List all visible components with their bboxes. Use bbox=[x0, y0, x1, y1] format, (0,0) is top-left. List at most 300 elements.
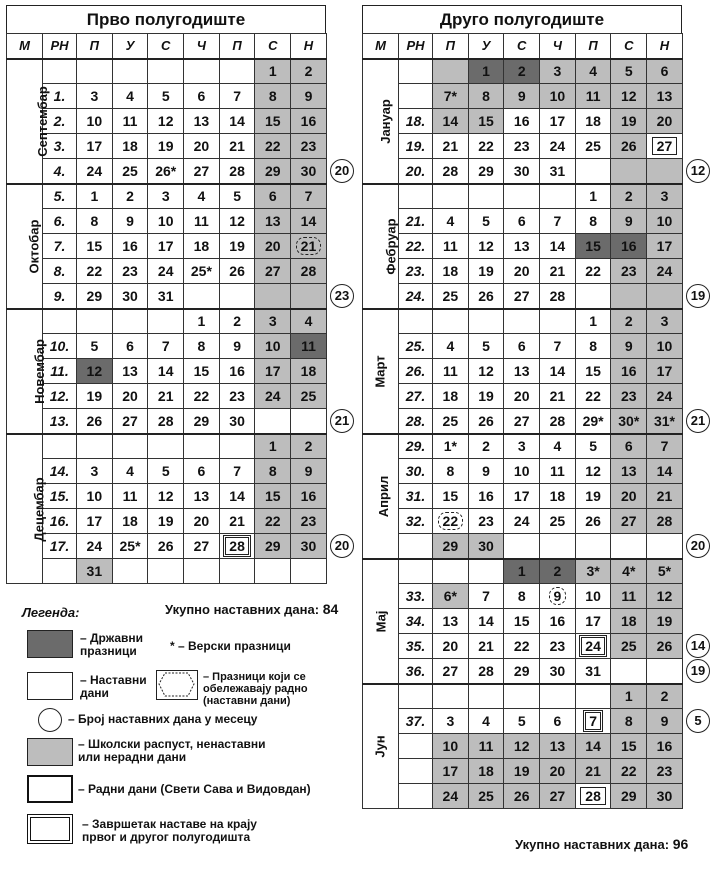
week-row bbox=[363, 709, 683, 734]
day-cell bbox=[433, 734, 469, 759]
day-cell bbox=[611, 534, 647, 559]
day-value: 9 bbox=[304, 463, 313, 479]
day-value: 26 bbox=[478, 412, 494, 429]
second-semester-total: Укупно наставних дана: 96 bbox=[515, 836, 689, 852]
day-value: 3 bbox=[268, 313, 277, 330]
day-value: 5 bbox=[482, 213, 490, 229]
day-cell bbox=[540, 334, 576, 359]
day-cell bbox=[184, 134, 220, 159]
column-header: С bbox=[148, 34, 184, 59]
week-row bbox=[363, 459, 683, 484]
month-name: Мај bbox=[373, 610, 388, 633]
day-value: 18 bbox=[549, 488, 566, 504]
month-name: Новембар bbox=[31, 339, 47, 404]
day-value: 23 bbox=[620, 263, 637, 279]
day-value: 17 bbox=[86, 138, 103, 154]
day-value: 19 bbox=[478, 263, 494, 279]
day-cell bbox=[575, 184, 611, 209]
day-value: 11 bbox=[585, 88, 601, 104]
day-cell bbox=[575, 684, 611, 709]
day-value: 11 bbox=[122, 113, 138, 129]
day-cell bbox=[575, 234, 611, 259]
day-value: 28 bbox=[549, 412, 566, 429]
day-value: 9 bbox=[126, 213, 134, 229]
week-number: 30. bbox=[399, 459, 433, 484]
day-value: 22 bbox=[86, 263, 103, 279]
day-cell bbox=[611, 559, 647, 584]
day-cell bbox=[504, 509, 540, 534]
day-value: 27 bbox=[513, 287, 530, 304]
day-value: 22 bbox=[264, 138, 281, 154]
day-value: 30 bbox=[513, 162, 530, 179]
day-cell bbox=[433, 509, 469, 534]
week-row bbox=[363, 284, 683, 309]
day-value: 22 bbox=[513, 638, 530, 654]
day-value: 3 bbox=[90, 88, 99, 104]
day-cell bbox=[433, 684, 469, 709]
week-number: 22. bbox=[399, 234, 433, 259]
day-value: 31* bbox=[653, 412, 675, 429]
day-value: 16 bbox=[620, 363, 637, 379]
day-value: 29 bbox=[478, 162, 494, 179]
day-cell bbox=[611, 784, 647, 809]
day-value: 7 bbox=[233, 463, 241, 479]
day-cell bbox=[184, 234, 220, 259]
day-cell bbox=[112, 109, 148, 134]
day-cell bbox=[540, 184, 576, 209]
day-cell bbox=[433, 184, 469, 209]
day-value: 22 bbox=[585, 263, 601, 279]
week-row bbox=[363, 534, 683, 559]
day-value: 14 bbox=[549, 363, 566, 379]
day-cell bbox=[611, 659, 647, 684]
day-cell bbox=[468, 734, 504, 759]
day-cell bbox=[77, 384, 113, 409]
day-cell bbox=[468, 559, 504, 584]
day-cell bbox=[112, 359, 148, 384]
day-value: 6 bbox=[268, 188, 277, 205]
day-cell bbox=[77, 434, 113, 459]
day-cell bbox=[540, 359, 576, 384]
day-cell bbox=[647, 559, 683, 584]
week-row bbox=[363, 184, 683, 209]
day-value: 26 bbox=[157, 538, 174, 554]
day-value: 24 bbox=[513, 513, 530, 529]
day-cell bbox=[255, 359, 291, 384]
day-cell bbox=[112, 459, 148, 484]
day-value: 28 bbox=[157, 412, 174, 429]
day-value: 2 bbox=[660, 688, 669, 705]
day-value: 25 bbox=[549, 513, 566, 529]
day-value: 28 bbox=[442, 162, 459, 179]
day-cell bbox=[540, 484, 576, 509]
column-header: Н bbox=[647, 34, 683, 59]
week-number: 13. bbox=[43, 409, 77, 434]
day-cell bbox=[468, 134, 504, 159]
day-cell bbox=[433, 259, 469, 284]
day-value: 21 bbox=[296, 237, 322, 255]
day-value: 27 bbox=[652, 137, 678, 155]
day-cell bbox=[112, 484, 148, 509]
day-cell bbox=[540, 309, 576, 334]
day-cell bbox=[647, 284, 683, 309]
day-cell bbox=[291, 334, 327, 359]
week-row bbox=[363, 234, 683, 259]
day-cell bbox=[219, 159, 255, 184]
day-value: 24 bbox=[86, 162, 103, 179]
day-cell bbox=[611, 634, 647, 659]
day-value: 9 bbox=[482, 463, 490, 479]
day-cell bbox=[468, 634, 504, 659]
day-value: 4 bbox=[446, 213, 455, 229]
month-label bbox=[7, 434, 47, 584]
week-row bbox=[7, 309, 327, 334]
week-number: 10. bbox=[43, 334, 77, 359]
week-number: 17. bbox=[43, 534, 77, 559]
day-value: 6 bbox=[660, 63, 669, 80]
month-label bbox=[7, 309, 47, 434]
day-cell bbox=[647, 384, 683, 409]
day-cell bbox=[291, 484, 327, 509]
day-value: 20 bbox=[193, 513, 210, 529]
day-cell bbox=[611, 409, 647, 434]
day-cell bbox=[468, 359, 504, 384]
day-value: 9 bbox=[549, 587, 567, 605]
day-cell bbox=[77, 234, 113, 259]
day-cell bbox=[255, 134, 291, 159]
day-value: 13 bbox=[264, 213, 281, 229]
week-row bbox=[7, 384, 327, 409]
day-cell bbox=[504, 334, 540, 359]
end-of-term-text: – Завршетак наставе на крају првог и другог полугодишта bbox=[82, 817, 257, 844]
day-value: 25* bbox=[190, 263, 212, 279]
day-cell bbox=[540, 109, 576, 134]
day-cell bbox=[77, 509, 113, 534]
day-cell bbox=[504, 309, 540, 334]
day-cell bbox=[219, 434, 255, 459]
day-value: 21 bbox=[478, 638, 494, 654]
day-value: 14 bbox=[229, 113, 245, 129]
day-cell bbox=[611, 384, 647, 409]
monthly-count-circle: 14 bbox=[686, 634, 710, 658]
day-cell bbox=[184, 284, 220, 309]
day-cell bbox=[148, 159, 184, 184]
day-cell bbox=[184, 259, 220, 284]
day-cell bbox=[112, 84, 148, 109]
day-cell bbox=[575, 534, 611, 559]
day-cell bbox=[433, 409, 469, 434]
day-cell bbox=[504, 84, 540, 109]
day-cell bbox=[468, 659, 504, 684]
day-value: 28 bbox=[478, 662, 494, 679]
day-cell bbox=[219, 459, 255, 484]
day-value: 18 bbox=[478, 763, 494, 779]
day-cell bbox=[504, 209, 540, 234]
day-cell bbox=[504, 634, 540, 659]
day-value: 8 bbox=[517, 588, 526, 604]
day-cell bbox=[575, 84, 611, 109]
state-holiday-text: – Државни празници bbox=[80, 631, 144, 658]
day-value: 17 bbox=[585, 613, 601, 629]
day-cell bbox=[540, 684, 576, 709]
day-value: 3 bbox=[660, 313, 669, 330]
day-cell bbox=[504, 384, 540, 409]
day-value: 9 bbox=[233, 338, 241, 354]
day-value: 8 bbox=[624, 713, 633, 729]
day-value: 10 bbox=[442, 738, 459, 754]
day-value: 8 bbox=[482, 88, 490, 104]
day-value: 6 bbox=[197, 88, 206, 104]
day-value: 30 bbox=[122, 287, 138, 304]
day-value: 16 bbox=[300, 113, 317, 129]
day-value: 12 bbox=[656, 588, 673, 604]
day-value: 21 bbox=[585, 763, 601, 779]
week-number: 34. bbox=[399, 609, 433, 634]
day-value: 6 bbox=[624, 438, 633, 455]
week-row bbox=[7, 259, 327, 284]
day-value: 7* bbox=[443, 88, 457, 104]
day-cell bbox=[291, 284, 327, 309]
day-value: 27 bbox=[513, 412, 530, 429]
day-cell bbox=[112, 409, 148, 434]
day-cell bbox=[647, 84, 683, 109]
day-value: 22 bbox=[193, 388, 210, 404]
day-cell bbox=[647, 234, 683, 259]
day-cell bbox=[611, 734, 647, 759]
day-cell bbox=[468, 684, 504, 709]
day-cell bbox=[575, 209, 611, 234]
day-cell bbox=[255, 284, 291, 309]
day-cell bbox=[77, 259, 113, 284]
day-cell bbox=[468, 434, 504, 459]
week-number bbox=[43, 559, 77, 584]
day-cell bbox=[540, 384, 576, 409]
day-cell bbox=[291, 359, 327, 384]
day-value: 12 bbox=[620, 88, 637, 104]
day-value: 21 bbox=[442, 138, 459, 154]
day-cell bbox=[433, 609, 469, 634]
week-number: 20. bbox=[399, 159, 433, 184]
day-cell bbox=[575, 459, 611, 484]
week-row bbox=[7, 234, 327, 259]
day-value: 5 bbox=[161, 463, 170, 479]
day-value: 29 bbox=[264, 538, 281, 554]
day-value: 22 bbox=[438, 512, 464, 530]
day-cell bbox=[112, 209, 148, 234]
day-value: 29 bbox=[442, 537, 459, 554]
day-value: 23 bbox=[620, 388, 637, 404]
day-cell bbox=[112, 434, 148, 459]
day-cell bbox=[575, 284, 611, 309]
week-number: 28. bbox=[399, 409, 433, 434]
week-row bbox=[7, 484, 327, 509]
day-cell bbox=[219, 484, 255, 509]
day-cell bbox=[112, 159, 148, 184]
day-value: 16 bbox=[656, 738, 673, 754]
day-cell bbox=[255, 159, 291, 184]
day-cell bbox=[647, 484, 683, 509]
week-row bbox=[7, 184, 327, 209]
day-value: 6* bbox=[443, 588, 457, 604]
day-cell bbox=[112, 509, 148, 534]
day-value: 1* bbox=[443, 438, 457, 455]
week-number: 27. bbox=[399, 384, 433, 409]
day-cell bbox=[219, 284, 255, 309]
day-cell bbox=[219, 259, 255, 284]
day-value: 22 bbox=[264, 513, 281, 529]
end-of-term-swatch bbox=[27, 814, 73, 844]
column-header: У bbox=[112, 34, 148, 59]
day-cell bbox=[148, 359, 184, 384]
day-cell bbox=[504, 734, 540, 759]
day-cell bbox=[184, 84, 220, 109]
day-cell bbox=[433, 134, 469, 159]
day-cell bbox=[291, 509, 327, 534]
week-row bbox=[7, 409, 327, 434]
day-cell bbox=[504, 359, 540, 384]
week-number bbox=[399, 684, 433, 709]
day-value: 26 bbox=[585, 513, 601, 529]
day-value: 12 bbox=[478, 238, 494, 254]
day-cell bbox=[611, 234, 647, 259]
day-cell bbox=[575, 509, 611, 534]
day-cell bbox=[148, 209, 184, 234]
day-value: 17 bbox=[656, 363, 673, 379]
day-cell bbox=[504, 659, 540, 684]
day-cell bbox=[433, 784, 469, 809]
week-number: 21. bbox=[399, 209, 433, 234]
day-value: 15 bbox=[86, 238, 103, 254]
week-number: 19. bbox=[399, 134, 433, 159]
day-value: 23 bbox=[656, 763, 673, 779]
day-cell bbox=[468, 259, 504, 284]
day-value: 25 bbox=[620, 638, 637, 654]
day-value: 5 bbox=[517, 713, 526, 729]
week-row bbox=[7, 434, 327, 459]
day-cell bbox=[540, 784, 576, 809]
week-number bbox=[399, 184, 433, 209]
day-cell bbox=[219, 134, 255, 159]
day-value: 6 bbox=[553, 713, 562, 729]
day-value: 16 bbox=[229, 363, 245, 379]
day-value: 9 bbox=[304, 88, 313, 104]
day-cell bbox=[148, 259, 184, 284]
day-cell bbox=[540, 409, 576, 434]
week-row bbox=[7, 134, 327, 159]
day-cell bbox=[255, 234, 291, 259]
day-cell bbox=[219, 184, 255, 209]
working-days-text: – Радни дани (Свети Сава и Видовдан) bbox=[78, 782, 311, 796]
day-value: 23 bbox=[122, 263, 138, 279]
day-cell bbox=[647, 709, 683, 734]
day-value: 17 bbox=[264, 363, 281, 379]
day-cell bbox=[255, 59, 291, 84]
day-cell bbox=[611, 259, 647, 284]
day-value: 16 bbox=[549, 613, 566, 629]
week-number: 18. bbox=[399, 109, 433, 134]
day-cell bbox=[647, 784, 683, 809]
week-number: 5. bbox=[43, 184, 77, 209]
day-cell bbox=[291, 259, 327, 284]
day-value: 7 bbox=[553, 338, 562, 354]
day-cell bbox=[255, 534, 291, 559]
day-cell bbox=[148, 334, 184, 359]
day-value: 10 bbox=[656, 338, 673, 354]
day-cell bbox=[219, 109, 255, 134]
week-row bbox=[363, 734, 683, 759]
day-cell bbox=[291, 559, 327, 584]
day-cell bbox=[504, 234, 540, 259]
day-cell bbox=[77, 209, 113, 234]
day-cell bbox=[77, 59, 113, 84]
day-value: 5* bbox=[657, 563, 672, 580]
week-row bbox=[363, 309, 683, 334]
day-value: 28 bbox=[549, 287, 566, 304]
day-value: 13 bbox=[513, 238, 530, 254]
week-row bbox=[363, 434, 683, 459]
day-cell bbox=[148, 184, 184, 209]
week-number bbox=[43, 434, 77, 459]
day-cell bbox=[468, 409, 504, 434]
day-cell bbox=[219, 59, 255, 84]
day-value: 27 bbox=[620, 513, 637, 529]
day-cell bbox=[77, 459, 113, 484]
week-row bbox=[363, 409, 683, 434]
day-cell bbox=[647, 309, 683, 334]
day-value: 24 bbox=[656, 263, 673, 279]
second-semester-panel bbox=[362, 5, 682, 809]
monthly-count-circle: 20 bbox=[330, 534, 354, 558]
week-number bbox=[399, 534, 433, 559]
day-cell bbox=[433, 284, 469, 309]
day-cell bbox=[255, 109, 291, 134]
day-value: 28 bbox=[229, 162, 245, 179]
week-row bbox=[363, 359, 683, 384]
day-cell bbox=[255, 84, 291, 109]
day-value: 28 bbox=[300, 263, 317, 279]
week-row bbox=[7, 559, 327, 584]
day-value: 13 bbox=[549, 738, 566, 754]
week-number bbox=[399, 84, 433, 109]
day-cell bbox=[504, 609, 540, 634]
day-value: 2 bbox=[304, 63, 313, 80]
day-value: 10 bbox=[549, 88, 566, 104]
day-cell bbox=[219, 384, 255, 409]
day-value: 20 bbox=[122, 388, 138, 404]
month-name: Децембар bbox=[31, 477, 47, 542]
day-cell bbox=[468, 759, 504, 784]
column-header: С bbox=[611, 34, 647, 59]
day-value: 19 bbox=[585, 488, 601, 504]
day-value: 17 bbox=[549, 113, 566, 129]
day-value: 27 bbox=[193, 162, 210, 179]
day-value: 3 bbox=[660, 188, 669, 205]
month-label bbox=[363, 559, 399, 684]
day-cell bbox=[468, 784, 504, 809]
day-value: 21 bbox=[549, 263, 566, 279]
day-value: 20 bbox=[264, 238, 281, 254]
day-cell bbox=[468, 109, 504, 134]
day-cell bbox=[647, 209, 683, 234]
day-value: 29 bbox=[86, 287, 103, 304]
day-cell bbox=[148, 534, 184, 559]
week-number bbox=[399, 759, 433, 784]
day-value: 17 bbox=[86, 513, 103, 529]
week-number: 24. bbox=[399, 284, 433, 309]
week-number: 4. bbox=[43, 159, 77, 184]
day-cell bbox=[112, 59, 148, 84]
day-value: 10 bbox=[264, 338, 281, 354]
